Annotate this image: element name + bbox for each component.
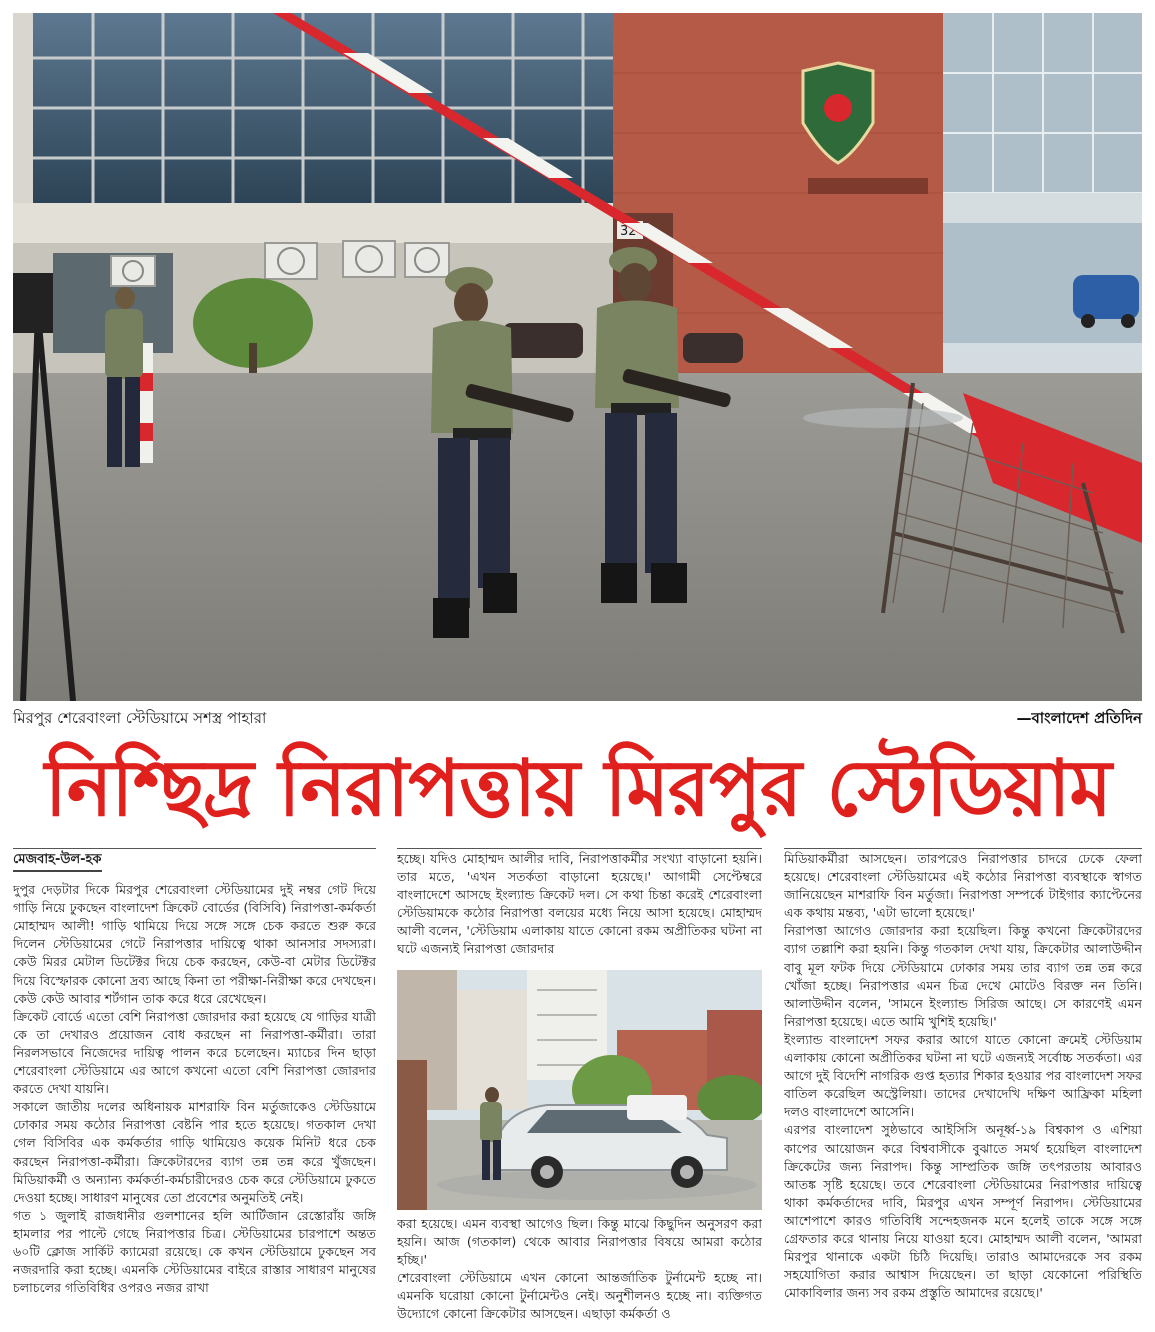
- main-photo: [13, 13, 1142, 701]
- column-rule: [13, 848, 376, 849]
- article-column-3: [784, 850, 1142, 1325]
- article-column-1: [13, 850, 376, 1325]
- headline-container: [10, 733, 1145, 845]
- article-column-2-bottom: [397, 1215, 762, 1330]
- car-check-illustration: [397, 970, 762, 1210]
- paragraph: নিরাপত্তা আগেও জোরদার করা হয়েছিল। কিন্তু কখনো ক্রিকেটারদের ব্যাগ তল্লাশি করা হয়নি। কিন্তু গতকাল দেখা যায়, ক্রিকেটার আলাউদ্দীন বাবু মূল ফটক দিয়ে স্টেডিয়ামে ঢোকার সময় তার ব্যাগ তন্ন তন্ন করে খোঁজা হচ্ছে। নিরাপত্তার এমন চিত্র দেখে মোটেও বিরক্ত নন তিনি। আলাউদ্দীন বলেন, 'সামনে ইংল্যান্ড সিরিজ আছে। সে কারণেই এমন নিরাপত্তা হয়েছে। এতে আমি খুশিই হয়েছি।': [784, 923, 1142, 1029]
- inset-photo: [397, 970, 762, 1210]
- photo-caption: মিরপুর শেরেবাংলা স্টেডিয়ামে সশস্ত্র পাহারা: [13, 708, 267, 727]
- headline: নিশ্ছিদ্র নিরাপত্তায় মিরপুর স্টেডিয়াম: [44, 744, 1111, 834]
- photo-caption-row: [13, 707, 1142, 731]
- paragraph: ক্রিকেট বোর্ডে এতো বেশি নিরাপত্তা জোরদার করা হয়েছে যে গাড়ির যাত্রী কে তা দেখারও প্রয়োজন বোধ করছেন না নিরাপত্তা-কর্মীরা। তারা নিরলসভাবে নিজেদের দায়িত্ব পালন করে চলেছেন। ম্যাচের দিন ছাড়া শেরেবাংলা স্টেডিয়ামে এর আগে কখনো এতো বেশি নিরাপত্তা জোরদার করতে দেখা যায়নি।: [13, 1008, 376, 1097]
- paragraph: হচ্ছে। যদিও মোহাম্মদ আলীর দাবি, নিরাপত্তাকর্মীর সংখ্যা বাড়ানো হয়নি। তার মতে, 'এখন সতর্কতা বাড়ানো হয়েছে।' আগামী সেপ্টেম্বরে বাংলাদেশে আসছে ইংল্যান্ড ক্রিকেট দল। সে কথা চিন্তা করেই শেরেবাংলা স্টেডিয়ামকে কঠোর নিরাপত্তা বলয়ের মধ্যে নিয়ে আসা হয়েছে। মোহাম্মদ আলী বলেন, 'স্টেডিয়াম এলাকায় যাতে কোনো রকম অপ্রীতিকর ঘটনা না ঘটে এজন্যই নিরাপত্তা জোরদার: [397, 851, 762, 957]
- building-number: 32: [620, 224, 637, 239]
- paragraph: সকালে জাতীয় দলের অধিনায়ক মাশরাফি বিন মর্তুজাকেও স্টেডিয়ামে ঢোকার সময় কঠোর নিরাপত্তা বেষ্টনি পার হতে হয়েছে। গতকাল দেখা গেল বিসিবির এক কর্মকর্তার গাড়ি থামিয়েও কয়েক মিনিট ধরে চেক করছেন নিরাপত্তা-কর্মীরা। ক্রিকেটারদের ব্যাগ তন্ন তন্ন করে খুঁজছেন। মিডিয়াকর্মী ও অন্যান্য কর্মকর্তা-কর্মচারীদেরও চেক করে স্টেডিয়ামে ঢুকতে দেওয়া হচ্ছে। সাধারণ মানুষের তো প্রবেশের অনুমতিই নেই।: [13, 1099, 376, 1205]
- paragraph: দুপুর দেড়টার দিকে মিরপুর শেরেবাংলা স্টেডিয়ামের দুই নম্বর গেট দিয়ে গাড়ি নিয়ে ঢুকছেন বাংলাদেশ ক্রিকেট বোর্ডের (বিসিবি) নিরাপত্তা-কর্মকর্তা মোহাম্মদ আলী! গাড়ি থামিয়ে দিয়ে সঙ্গে সঙ্গে চেক করতে শুরু করে দিলেন স্টেডিয়ামের গেটে নিরাপত্তার দায়িত্বে থাকা আনসার সদস্যরা। কেউ মিরর মেটাল ডিটেক্টর দিয়ে চেক করছেন, কেউ-বা মেটার ডিটেক্টর দিয়ে বিস্ফোরক কোনো দ্রব্য আছে কিনা তা পরীক্ষা-নিরীক্ষা করে দেখছেন। কেউ কেউ আবার শর্টগান তাক করে ধরে রেখেছেন।: [13, 882, 376, 1006]
- byline: মেজবাহ-উল-হক: [13, 851, 102, 872]
- column-rule: [397, 848, 762, 849]
- photo-credit: —বাংলাদেশ প্রতিদিন: [1016, 708, 1142, 727]
- paragraph: ইংল্যান্ড বাংলাদেশ সফর করার আগে যাতে কোনো ক্রমেই স্টেডিয়াম এলাকায় কোনো অপ্রীতিকর ঘটনা না ঘটে এজন্যই সর্বোচ্চ সতর্কতা। এর আগে দুই বিদেশি নাগরিক গুপ্ত হত্যার শিকার হওয়ার পর বাংলাদেশ সফর বাতিল করেছিল অস্ট্রেলিয়া। তাদের দেখাদেখি দক্ষিণ আফ্রিকা মহিলা দলও বাংলাদেশে আসেনি।: [784, 1031, 1142, 1120]
- column-rule: [784, 848, 1142, 849]
- paragraph: শেরেবাংলা স্টেডিয়ামে এখন কোনো আন্তর্জাতিক টুর্নামেন্ট হচ্ছে না। এমনকি ঘরোয়া কোনো টুর্নামেন্টও নেই। অনুশীলনও হচ্ছে না। ব্যক্তিগত উদ্যোগে কোনো ক্রিকেটার আসছেন। এছাড়া কর্মকর্তা ও: [397, 1270, 762, 1322]
- paragraph: গত ১ জুলাই রাজধানীর গুলশানের হলি আর্টিজান রেস্তোরাঁয় জঙ্গি হামলার পর পাল্টে গেছে নিরাপত্তার চিত্র। স্টেডিয়ামের চারপাশে অন্তত ৬০টি ক্লোজ সার্কিট ক্যামেরা রয়েছে। কে কখন স্টেডিয়ামে ঢুকছেন সব নজরদারি করা হচ্ছে। এমনকি স্টেডিয়ামের বাইরে রাস্তার সাধারণ মানুষের চলাচলের গতিবিধির ওপরও নজর রাখা: [13, 1207, 376, 1296]
- stadium-gate-illustration: [13, 13, 1142, 701]
- paragraph: করা হয়েছে। এমন ব্যবস্থা আগেও ছিল। কিন্তু মাঝে কিছুদিন অনুসরণ করা হয়নি। আজ (গতকাল) থেকে আবার নিরাপত্তার বিষয়ে আমরা কঠোর হচ্ছি।': [397, 1216, 762, 1268]
- paragraph: মিডিয়াকর্মীরা আসছেন। তারপরেও নিরাপত্তার চাদরে ঢেকে ফেলা হয়েছে। শেরেবাংলা স্টেডিয়ামের এই কঠোর নিরাপত্তা ব্যবস্থাকে স্বাগত জানিয়েছেন মাশরাফি বিন মর্তুজা। নিরাপত্তা সম্পর্কে টাইগার ক্যাপ্টেনের এক কথায় মন্তব্য, 'এটা ভালো হয়েছে।': [784, 851, 1142, 921]
- paragraph: এরপর বাংলাদেশ সুষ্ঠভাবে আইসিসি অনূর্ধ্ব-১৯ বিশ্বকাপ ও এশিয়া কাপের আয়োজন করে বিশ্ববাসীকে বুঝাতে সমর্থ হয়েছিল বাংলাদেশ ক্রিকেটের জন্য নিরাপদ। কিন্তু সাম্প্রতিক জঙ্গি তৎপরতায় আবারও আতঙ্ক সৃষ্টি হয়েছে। তবে শেরেবাংলা স্টেডিয়ামের নিরাপত্তার দায়িত্বে থাকা কর্মকর্তাদের দাবি, মিরপুর এখন সম্পূর্ণ নিরাপদ। স্টেডিয়ামের আশেপাশে কারও গতিবিধি সন্দেহজনক মনে হলেই তাকে সঙ্গে সঙ্গে গ্রেফতার করে থানায় নিয়ে যাওয়া হবে। মোহাম্মদ আলী বলেন, 'আমরা মিরপুর থানাকে একটা চিঠি দিয়েছি। তারাও আমাদেরকে সব রকম সহযোগিতা করার আশ্বাস দিয়েছেন। তা ছাড়া যেকোনো পরিস্থিতি মোকাবিলার জন্য সব রকম প্রস্তুতি আমাদের রয়েছে।': [784, 1122, 1142, 1301]
